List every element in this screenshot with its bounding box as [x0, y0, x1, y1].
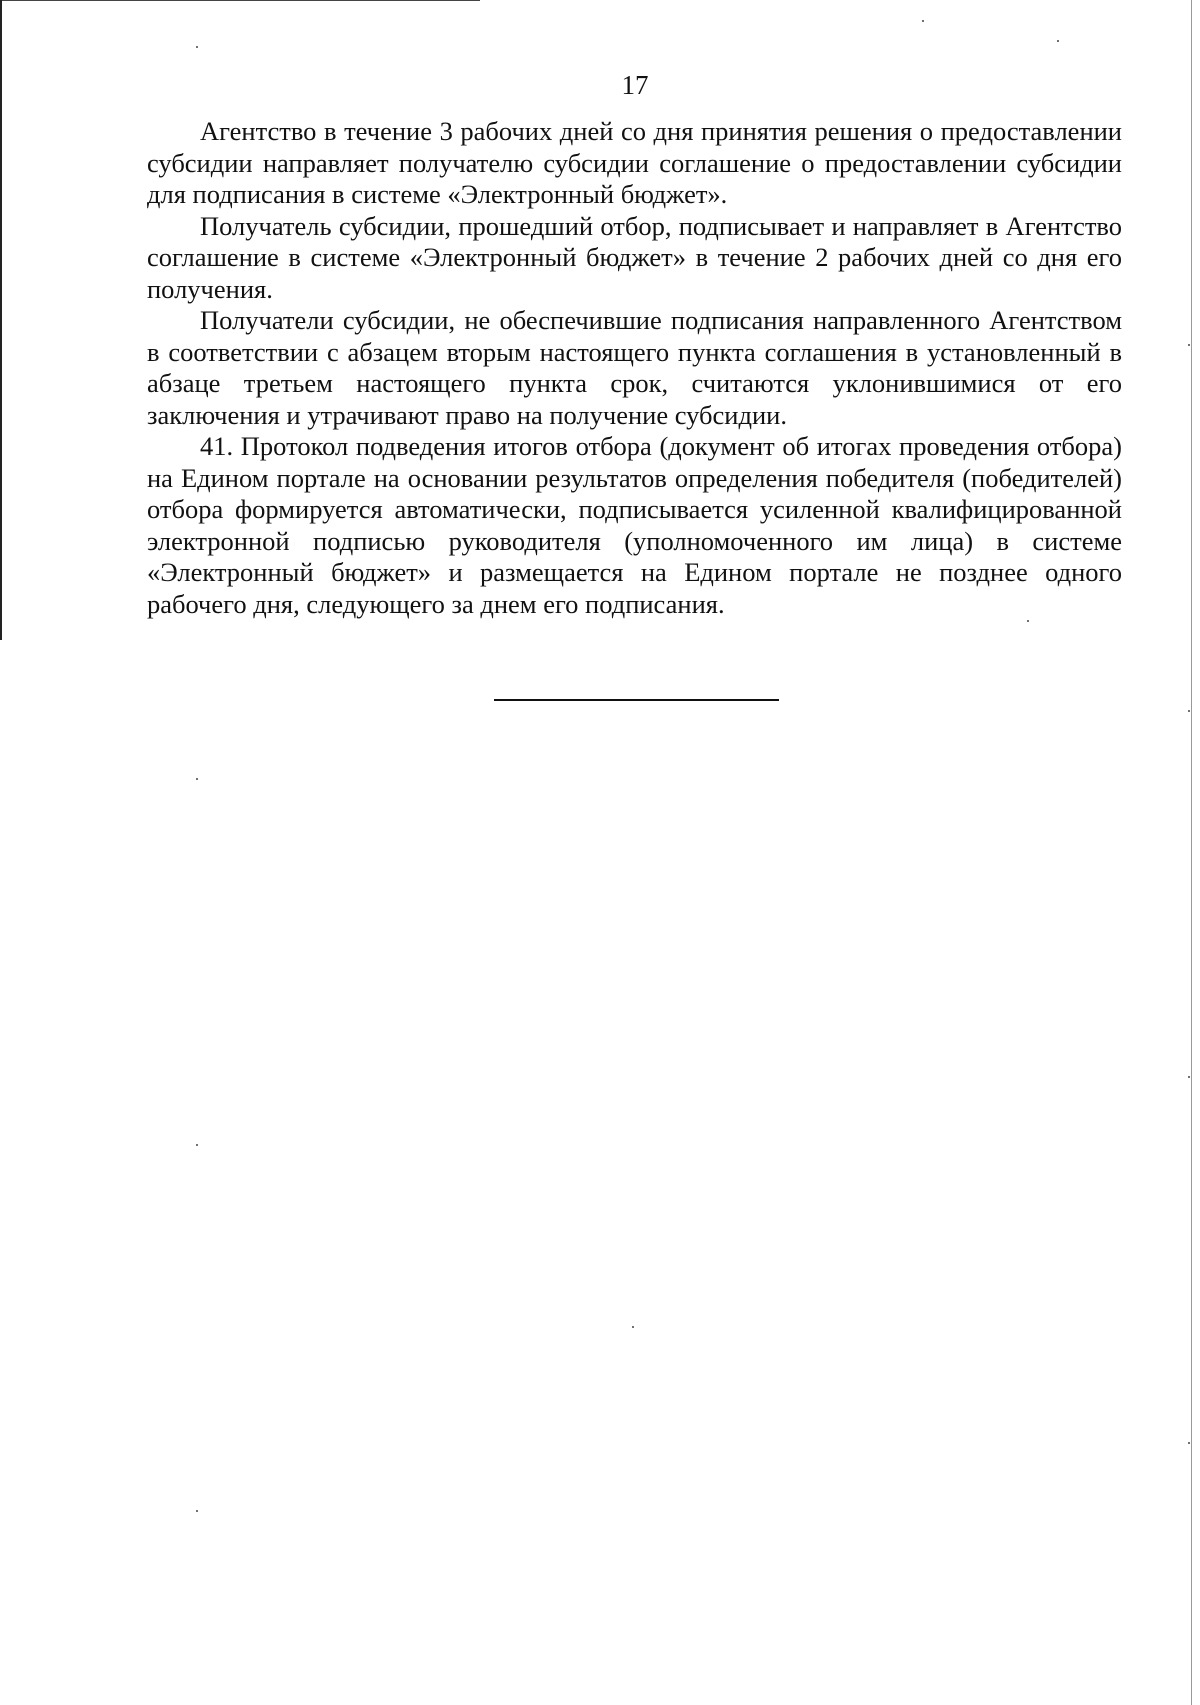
scan-speck: [922, 20, 924, 22]
scan-speck: [196, 1144, 198, 1146]
document-body: [147, 116, 1122, 620]
scan-speck: [1188, 1442, 1190, 1444]
scan-speck: [1027, 620, 1029, 622]
scan-speck: [1188, 710, 1190, 712]
scan-speck: [1188, 1076, 1190, 1078]
paragraph-agreement-sending: Агентство в течение 3 рабочих дней со дня принятия решения о предоставлении субсидии направляет получателю субсидии соглашение о предоставлении субсидии для подписания в системе «Электронный бюджет».: [147, 116, 1122, 209]
paragraph-protocol: 41. Протокол подведения итогов отбора (документ об итогах проведения отбора) на Едином портале на основании результатов определения победителя (победителей) отбора формируется автоматически, подписывается усиленной квалифицированной электронной подписью руководителя (уполномоченного им лица) в системе «Электронный бюджет» и размещается на Едином портале не позднее одного рабочего дня, следующего за днем его подписания.: [147, 431, 1122, 619]
paragraph-evasion: Получатели субсидии, не обеспечившие подписания направленного Агентством в соответствии с абзацем вторым настоящего пункта соглашения в установленный в абзаце третьем настоящего пункта срок, считаются уклонившимися от его заключения и утрачивают право на получение субсидии.: [147, 305, 1122, 430]
scan-speck: [1057, 40, 1059, 42]
scan-edge-right: [1191, 0, 1192, 1705]
scan-speck: [632, 1326, 634, 1328]
scan-edge-top: [0, 0, 480, 1]
scan-speck: [196, 778, 198, 780]
scan-speck: [196, 46, 198, 48]
page-number: 17: [621, 70, 649, 100]
scan-speck: [1188, 344, 1190, 346]
paragraph-agreement-signing: Получатель субсидии, прошедший отбор, подписывает и направляет в Агентство соглашение в системе «Электронный бюджет» в течение 2 рабочих дней со дня его получения.: [147, 210, 1122, 304]
end-divider: [494, 699, 779, 701]
scan-speck: [196, 1510, 198, 1512]
